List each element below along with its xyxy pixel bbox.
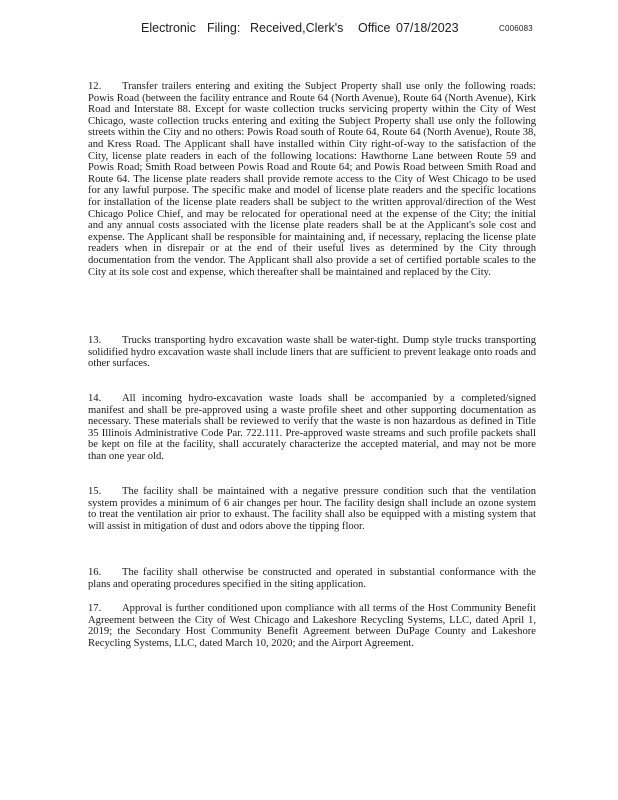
document-code: C006083	[499, 24, 533, 33]
paragraph-15	[88, 486, 536, 567]
paragraph-number: 14.	[88, 393, 102, 404]
document-body	[88, 81, 536, 649]
stamp-filing: Filing:	[207, 21, 241, 35]
paragraph-text: Transfer trailers entering and exiting the Subject Property shall use only the following roads: Powis Road (between the facility entrance and Route 64 (North Avenue), Route 64 (North Avenue), Kirk Road and Interstate 88. Except for waste collection trucks servicing property within the City of West Chicago, waste collection trucks entering and exiting the Subject Property shall use only the following streets within the City and no others: Powis Road south of Route 64, Route 64 (North Avenue), Route 38, and Kress Road. The Applicant shall have installed within City right-of-way to the satisfaction of the City, license plate readers in each of the following locations: Hawthorne Lane between Route 59 and Powis Road; Smith Road between Powis Road and Route 64; and Powis Road between Smith Road and Route 64. The license plate readers shall provide remote access to the City of West Chicago to be used for any lawful purpose. The specific make and model of license plate readers and the specific locations for installation of the license plate readers shall be subject to the written approval/direction of the West Chicago Police Chief, and may be relocated for operational need at the expense of the City; the initial and any annual costs associated with the license plate readers shall be at the Applicant's sole cost and expense. The Applicant shall be responsible for maintaining and, if necessary, replacing the license plate readers when in disrepair or at the end of their useful lives as determined by the City through documentation from the vendor. The Applicant shall also provide a set of certified portable scales to the City at its sole cost and expense, which thereafter shall be maintained and replaced by the City.	[88, 81, 536, 278]
paragraph-text: The facility shall be maintained with a negative pressure condition such that the ventilation system provides a minimum of 6 air changes per hour. The facility design shall include an ozone system to treat the ventilation air prior to exhaust. The facility shall also be equipped with a misting system that will assist in mitigation of dust and odors above the tipping floor.	[88, 486, 536, 532]
paragraph-13	[88, 335, 536, 393]
paragraph-number: 15.	[88, 486, 102, 497]
paragraph-16	[88, 567, 536, 603]
stamp-office: Office	[358, 21, 391, 35]
stamp-electronic: Electronic	[141, 21, 196, 35]
paragraph-12	[88, 81, 536, 335]
paragraph-number: 16.	[88, 567, 102, 578]
paragraph-text: Trucks transporting hydro excavation waste shall be water-tight. Dump style trucks transporting solidified hydro excavation waste shall include liners that are sufficient to prevent leakage onto roads and other surfaces.	[88, 335, 536, 370]
paragraph-number: 12.	[88, 81, 102, 92]
electronic-filing-stamp	[0, 21, 618, 37]
paragraph-number: 13.	[88, 335, 102, 346]
paragraph-text: Approval is further conditioned upon compliance with all terms of the Host Community Benefit Agreement between the City of West Chicago and Lakeshore Recycling Systems, LLC, dated April 1, 2019; the Secondary Host Community Benefit Agreement between DuPage County and Lakeshore Recycling Systems, LLC, dated March 10, 2020; and the Airport Agreement.	[88, 603, 536, 649]
paragraph-17	[88, 603, 536, 649]
paragraph-text: The facility shall otherwise be constructed and operated in substantial conformance with the plans and operating procedures specified in the siting application.	[88, 567, 536, 590]
paragraph-14	[88, 393, 536, 486]
stamp-received-clerks: Received,Clerk's	[250, 21, 344, 35]
paragraph-number: 17.	[88, 603, 102, 614]
paragraph-text: All incoming hydro-excavation waste loads shall be accompanied by a completed/signed manifest and shall be pre-approved using a waste profile sheet and other supporting documentation as necessary. These materials shall be reviewed to verify that the waste is non hazardous as defined in Title 35 Illinois Administrative Code Par. 722.111. Pre-approved waste streams and such profile packets shall be kept on file at the facility, shall accurately characterize the accepted material, and may not be more than one year old.	[88, 393, 536, 462]
stamp-date: 07/18/2023	[396, 21, 459, 35]
